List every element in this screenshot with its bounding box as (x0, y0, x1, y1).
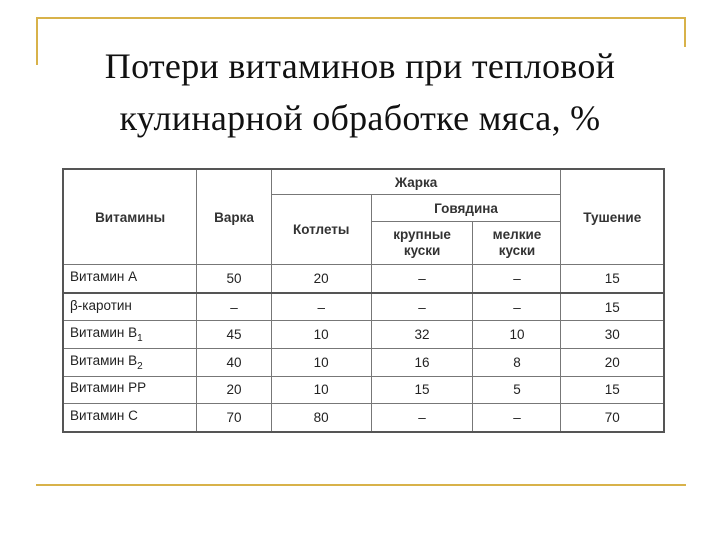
vitamin-loss-table-container (62, 168, 665, 433)
cell-stewing: 20 (561, 349, 664, 377)
header-boiling: Варка (197, 169, 271, 265)
vitamin-name-text: Витамин PP (70, 380, 147, 396)
cell-stewing: 70 (561, 404, 664, 432)
vitamin-name-text: Витамин А (70, 268, 138, 284)
cell-large-pieces: 16 (371, 349, 473, 377)
table-row-vitamin-b1 (63, 321, 664, 349)
cell-cutlets: 10 (271, 376, 371, 404)
frame-line-right (684, 17, 686, 47)
header-large-pieces-line-1: крупные (393, 227, 451, 242)
frame-line-left (36, 17, 38, 65)
table-row-beta-carotene (63, 293, 664, 321)
header-cutlets: Котлеты (271, 195, 371, 265)
cell-boiling: – (197, 293, 271, 321)
cell-vitamin-name (63, 265, 197, 293)
cell-large-pieces: – (371, 265, 473, 293)
cell-small-pieces: 10 (473, 321, 561, 349)
cell-small-pieces: – (473, 265, 561, 293)
vitamin-name-text: Витамин С (70, 408, 138, 424)
header-stewing: Тушение (561, 169, 664, 265)
header-small-pieces-line-2: куски (498, 243, 536, 258)
header-large-pieces (371, 222, 473, 265)
cell-stewing: 15 (561, 265, 664, 293)
cell-boiling: 20 (197, 376, 271, 404)
cell-small-pieces: 8 (473, 349, 561, 377)
vitamin-name-text: β-каротин (70, 297, 132, 313)
vitamin-name-text: Витамин В (70, 325, 138, 341)
cell-large-pieces: 32 (371, 321, 473, 349)
vitamin-loss-table (62, 168, 665, 433)
cell-vitamin-name (63, 404, 197, 432)
header-large-pieces-line-2: куски (403, 243, 441, 258)
cell-boiling: 70 (197, 404, 271, 432)
cell-boiling: 45 (197, 321, 271, 349)
cell-cutlets: 20 (271, 265, 371, 293)
frame-line-top (36, 17, 686, 19)
header-small-pieces-line-1: мелкие (492, 227, 542, 242)
cell-large-pieces: 15 (371, 376, 473, 404)
vitamin-name-text: Витамин В (70, 352, 138, 368)
cell-large-pieces: – (371, 293, 473, 321)
slide-title-line-2: кулинарной обработке мяса, % (119, 98, 601, 139)
cell-small-pieces: 5 (473, 376, 561, 404)
cell-vitamin-name (63, 376, 197, 404)
vitamin-subscript: 1 (137, 333, 143, 345)
header-frying: Жарка (271, 169, 561, 195)
header-vitamins: Витамины (63, 169, 197, 265)
cell-cutlets: 80 (271, 404, 371, 432)
table-row-vitamin-a (63, 265, 664, 293)
table-row-vitamin-pp (63, 376, 664, 404)
cell-cutlets: 10 (271, 349, 371, 377)
table-row-vitamin-b2 (63, 349, 664, 377)
cell-stewing: 15 (561, 376, 664, 404)
header-beef: Говядина (371, 195, 561, 222)
vitamin-subscript: 2 (137, 360, 143, 372)
slide-title (40, 40, 680, 144)
slide-title-line-1: Потери витаминов при тепловой (104, 46, 616, 87)
cell-vitamin-name (63, 321, 197, 349)
header-small-pieces (473, 222, 561, 265)
table-row-vitamin-c (63, 404, 664, 432)
cell-small-pieces: – (473, 404, 561, 432)
cell-stewing: 15 (561, 293, 664, 321)
cell-vitamin-name (63, 293, 197, 321)
cell-stewing: 30 (561, 321, 664, 349)
cell-boiling: 50 (197, 265, 271, 293)
cell-vitamin-name (63, 349, 197, 377)
cell-cutlets: 10 (271, 321, 371, 349)
cell-boiling: 40 (197, 349, 271, 377)
cell-large-pieces: – (371, 404, 473, 432)
cell-small-pieces: – (473, 293, 561, 321)
frame-line-bottom (36, 484, 686, 486)
cell-cutlets: – (271, 293, 371, 321)
